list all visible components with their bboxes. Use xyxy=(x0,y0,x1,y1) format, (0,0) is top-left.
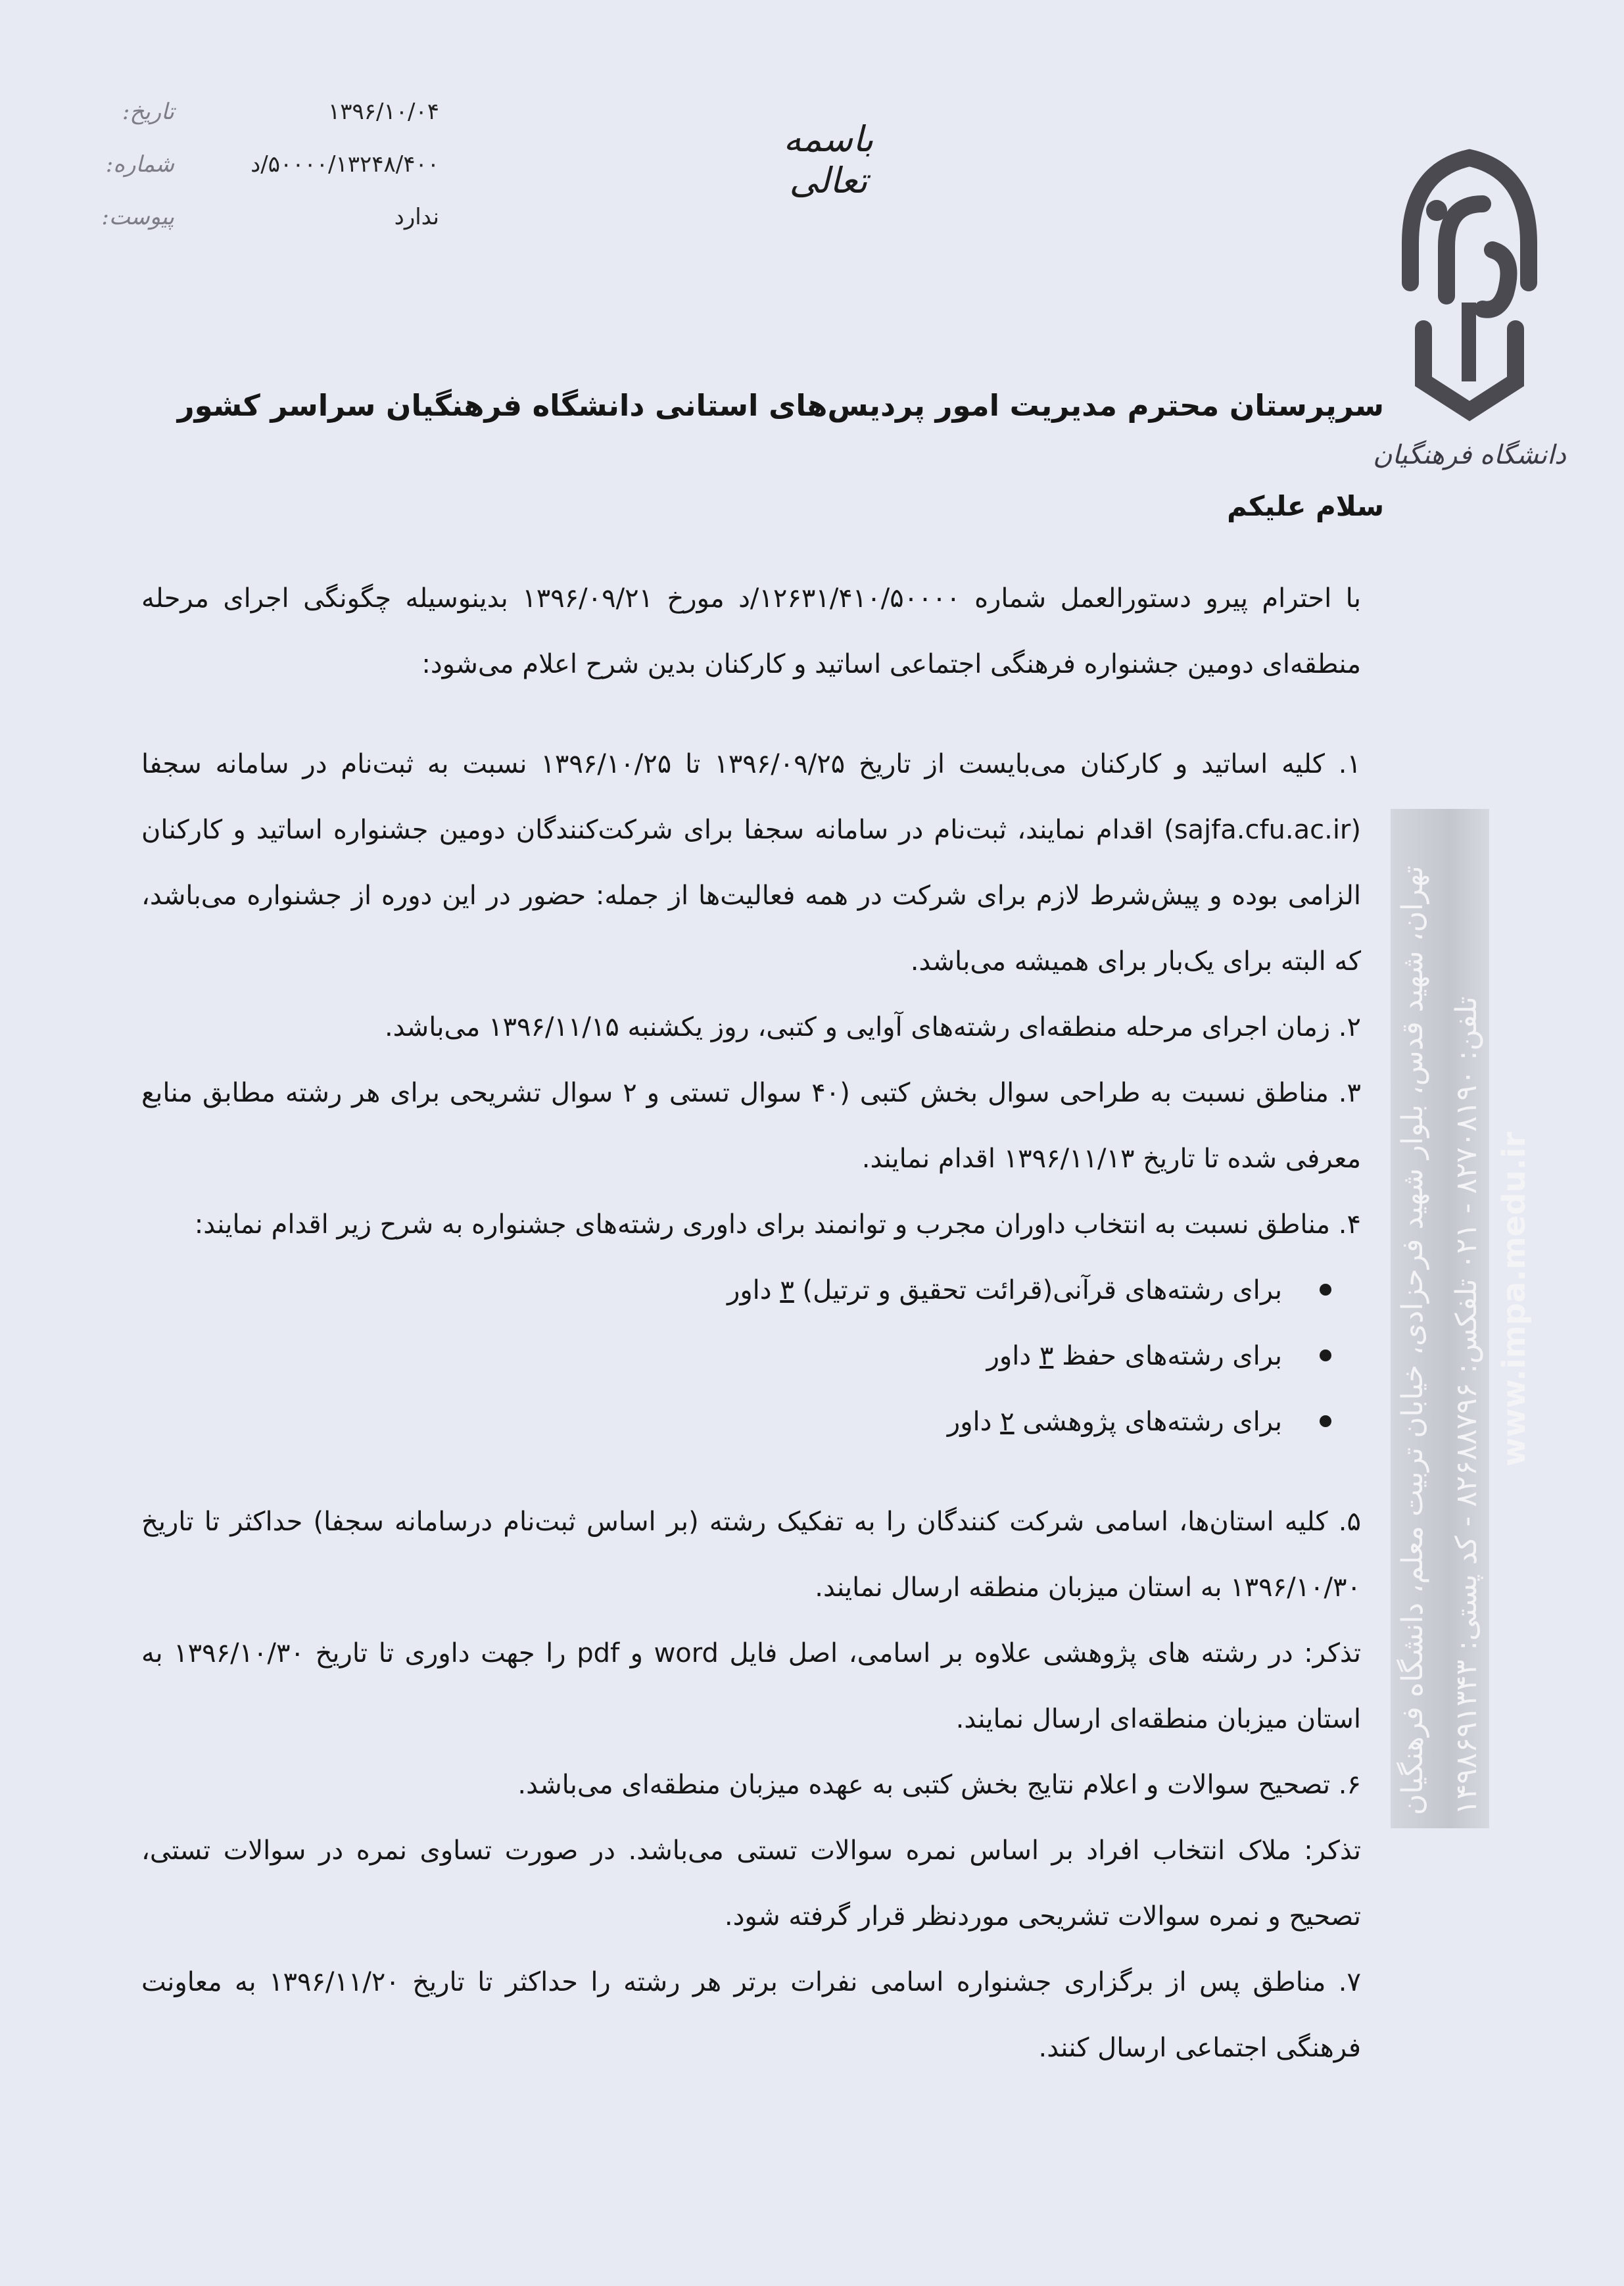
attachment-value: ندارد xyxy=(394,204,439,230)
note-2: تذکر: ملاک انتخاب افراد بر اساس نمره سوالات تستی می‌باشد. در صورت تساوی نمره در سوالات تستی، تصحیح و نمره سوالات تشریحی مورد‌نظر قرار گرفته شود. xyxy=(141,1836,1361,1932)
date-label: تاریخ: xyxy=(122,99,174,125)
number-row xyxy=(85,151,454,204)
bullet-3-count: ۲ xyxy=(1000,1407,1015,1437)
bullet-1-count: ۳ xyxy=(780,1275,794,1305)
item-7: ۷. مناطق پس از برگزاری جشنواره اسامی نفرات برتر هر رشته را حداکثر تا تاریخ ۱۳۹۶/۱۱/۲۰ به معاونت فرهنگی اجتماعی ارسال کنند. xyxy=(141,1967,1361,2063)
logo-caption: دانشگاه فرهنگیان xyxy=(1373,440,1566,470)
judges-list xyxy=(141,1257,1361,1455)
logo-dot xyxy=(1426,200,1447,221)
bullet-2-unit: داور xyxy=(986,1341,1032,1371)
item-3: ۳. مناطق نسبت به طراحی سوال بخش کتبی (۴۰ سوال تستی و ۲ سوال تشریحی برای هر رشته مطابق منابع معرفی شده تا تاریخ ۱۳۹۶/۱۱/۱۳ اقدام نمایند. xyxy=(141,1078,1361,1174)
date-row xyxy=(85,99,454,151)
bullet-3-unit: داور xyxy=(947,1407,992,1437)
number-label: شماره: xyxy=(105,151,174,178)
bullet-1-text: برای رشته‌های قرآنی(قرائت تحقیق و ترتیل) xyxy=(802,1275,1282,1305)
letter-body xyxy=(141,566,1361,2081)
university-logo xyxy=(1373,132,1566,474)
basmala: باسمه تعالی xyxy=(783,118,874,201)
bullet-1-unit: داور xyxy=(727,1275,772,1305)
note-1: تذکر: در رشته های پژوهشی علاوه بر اسامی، اصل فایل word و pdf را جهت داوری تا تاریخ ۱۳۹۶/۱۰/۳۰ به استان میزبان منطقه‌ای ارسال نمایند. xyxy=(141,1638,1362,1734)
list-item xyxy=(141,1389,1315,1455)
bullet-2-count: ۳ xyxy=(1039,1341,1054,1371)
list-item xyxy=(141,1257,1315,1323)
number-value: ۵۰۰۰۰/۱۳۲۴۸/۴۰۰/د xyxy=(251,151,439,178)
item-2: ۲. زمان اجرای مرحله منطقه‌ای رشته‌های آوایی و کتبی، روز یکشنبه ۱۳۹۶/۱۱/۱۵ می‌باشد. xyxy=(384,1012,1361,1042)
greeting: سلام علیکم xyxy=(1227,490,1384,522)
item-6: ۶. تصحیح سوالات و اعلام نتایج بخش کتبی به عهده میزبان منطقه‌ای می‌باشد. xyxy=(517,1770,1361,1800)
address-line-2: تلفن: ۸۲۷۰۸۱۹۰ - ۰۲۱ تلفکس: ۸۲۶۸۸۷۹۶ - کد پستی: ۱۴۹۸۶۹۱۳۴۳ xyxy=(1450,996,1483,1815)
item-5: ۵. کلیه استان‌ها، اسامی شرکت کنندگان را به تفکیک رشته (بر اساس ثبت‌نام درسامانه سجفا) حداکثر تا تاریخ ۱۳۹۶/۱۰/۳۰ به استان میزبان منطقه ارسال نمایند. xyxy=(141,1507,1361,1603)
bullet-3-text: برای رشته‌های پژوهشی xyxy=(1022,1407,1282,1437)
address-line-1: تهران، شهید قدس، بلوار شهید فرحزادی، خیابان تربیت معلم، دانشگاه فرهنگیان xyxy=(1396,865,1429,1815)
recipient: سرپرستان محترم مدیریت امور پردیس‌های استانی دانشگاه فرهنگیان سراسر کشور xyxy=(177,388,1384,423)
bullet-2-text: برای رشته‌های حفظ xyxy=(1062,1341,1282,1371)
university-logo-icon xyxy=(1373,132,1566,474)
attachment-row xyxy=(85,204,454,256)
list-item xyxy=(141,1323,1315,1389)
item-4: ۴. مناطق نسبت به انتخاب داوران مجرب و توانمند برای داوری رشته‌های جشنواره به شرح زیر اقدام نمایند: xyxy=(194,1209,1361,1240)
website-url: www.impa.medu.ir xyxy=(1496,1131,1533,1467)
item-1: ۱. کلیه اساتید و کارکنان می‌بایست از تاریخ ۱۳۹۶/۰۹/۲۵ تا ۱۳۹۶/۱۰/۲۵ نسبت به ثبت‌نام در سامانه سجفا (sajfa.cfu.ac.ir) اقدام نمایند، ثبت‌نام در سامانه سجفا برای شرکت‌کنندگان دومین جشنواره اساتید و کارکنان الزامی بوده و پیش‌شرط لازم برای شرکت در همه فعالیت‌ها از جمله: حضور در این دوره از جشنواره می‌باشد، که البته برای یک‌بار برای همیشه می‌باشد. xyxy=(141,749,1361,977)
date-value: ۱۳۹۶/۱۰/۰۴ xyxy=(327,99,439,125)
intro-paragraph: با احترام پیرو دستورالعمل شماره ۱۲۶۳۱/۴۱۰/۵۰۰۰۰/د مورخ ۱۳۹۶/۰۹/۲۱ بدینوسیله چگونگی اجرای مرحله منطقه‌ای دومین جشنواره فرهنگی اجتماعی اساتید و کارکنان بدین شرح اعلام می‌شود: xyxy=(141,583,1361,679)
attachment-label: پیوست: xyxy=(101,204,174,230)
letter-meta xyxy=(85,99,454,256)
